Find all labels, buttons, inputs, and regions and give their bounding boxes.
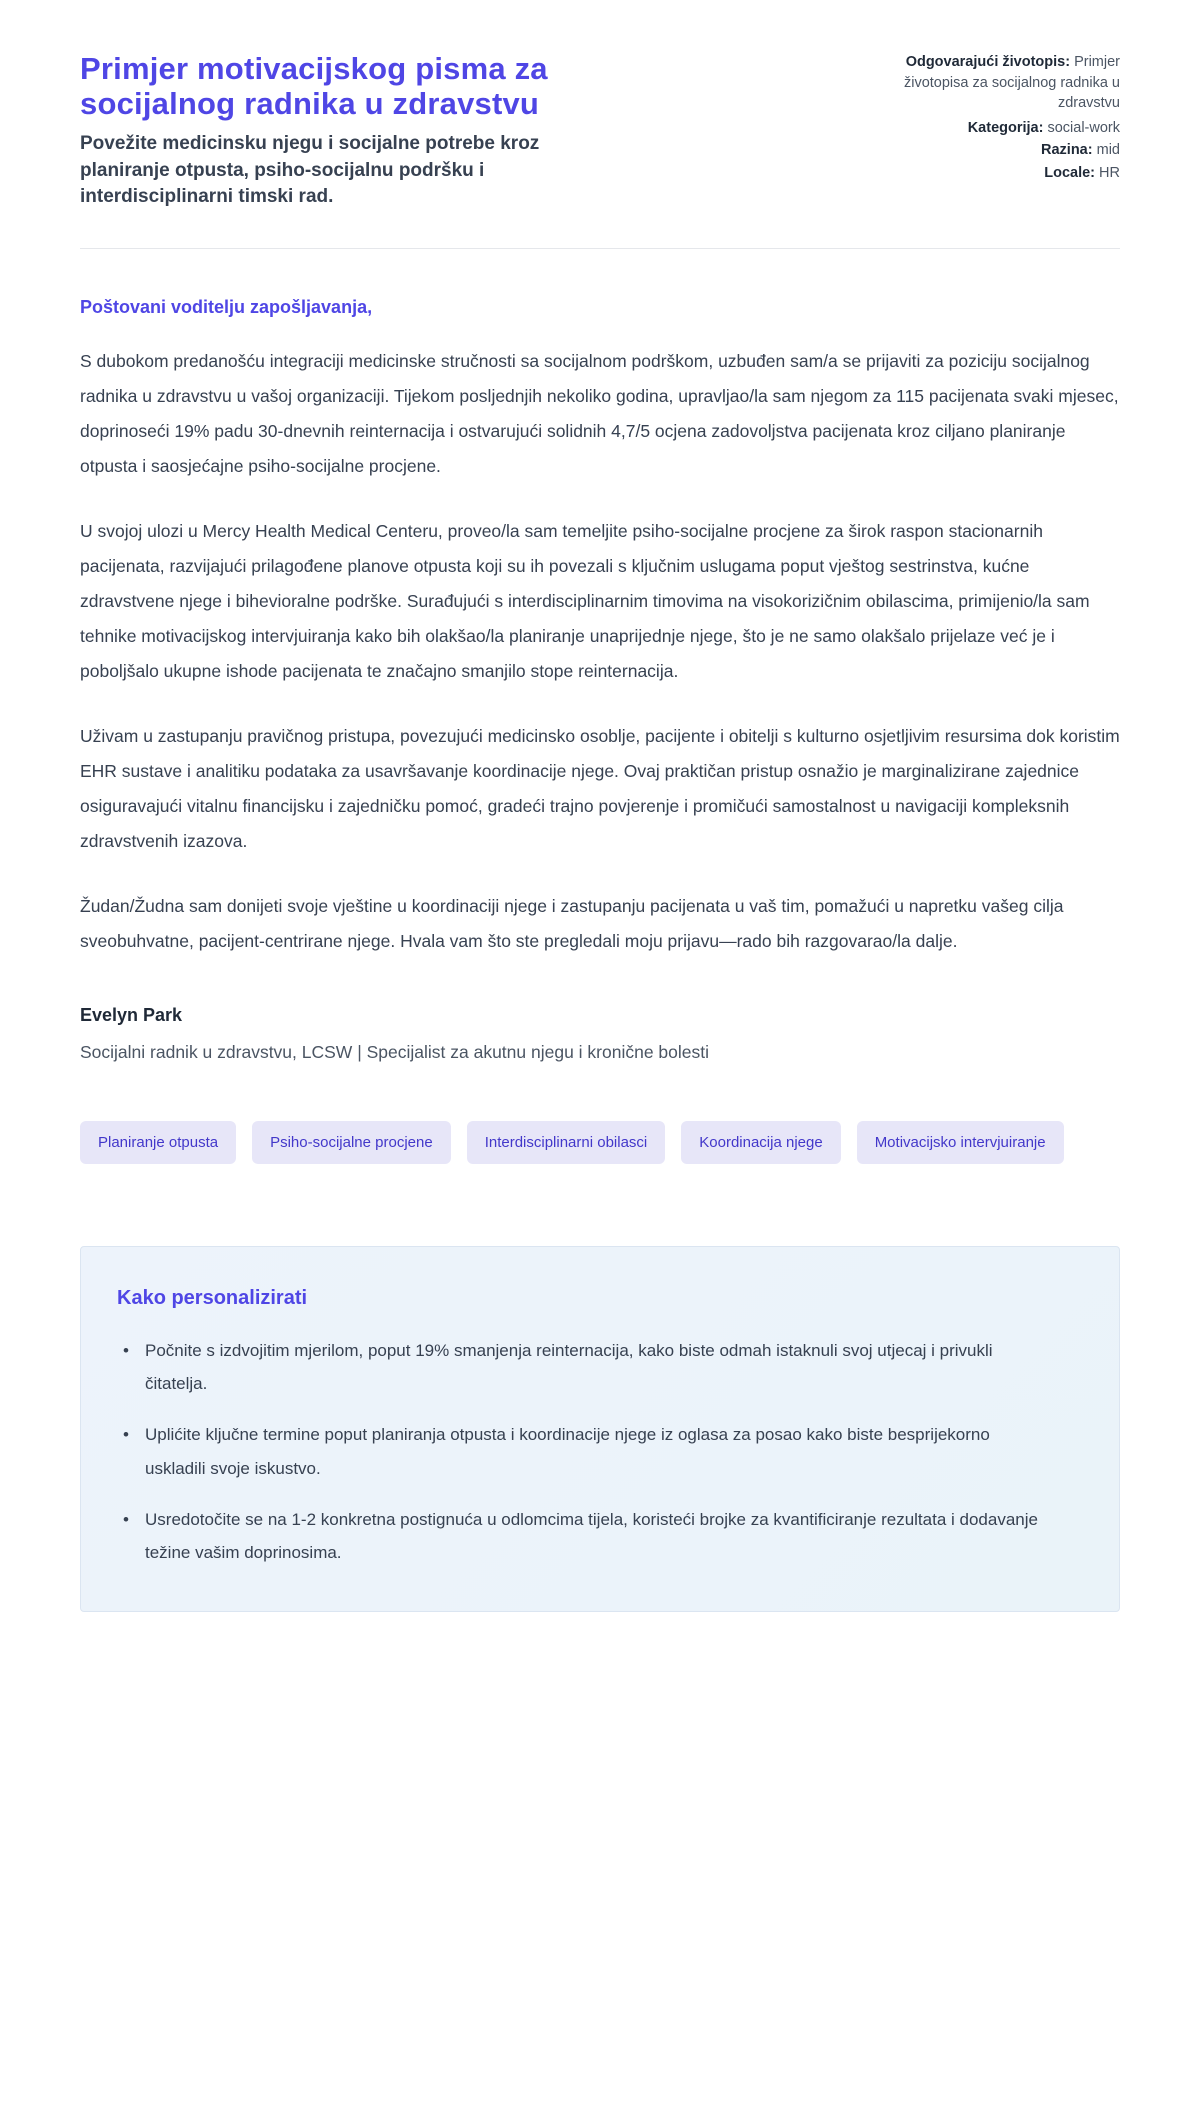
page-title: Primjer motivacijskog pisma za socijalnog radnika u zdravstvu — [80, 51, 548, 121]
letter-body — [80, 297, 1120, 1063]
signature-block — [80, 1005, 1120, 1063]
letter-paragraph: U svojoj ulozi u Mercy Health Medical Centeru, proveo/la sam temeljite psiho-socijalne procjene za širok raspon stacionarnih pacijenata, razvijajući prilagođene planove otpusta koji su ih povezali s ključnim uslugama poput vještog sestrinstva, kućne zdravstvene njege i bihevioralne podrške. Surađujući s interdisciplinarnim timovima na visokorizičnim obilascima, primijenio/la sam tehnike motivacijskog intervjuiranja kako bih olakšao/la planiranje unaprijednje njege, što je ne samo olakšalo prijelaze već je i poboljšalo ukupne ishode pacijenata te značajno smanjilo stope reinternacija. — [80, 521, 1090, 682]
page-subtitle: Povežite medicinsku njegu i socijalne potrebe kroz planiranje otpusta, psiho-socijalnu podršku i interdisciplinarni timski rad. — [80, 133, 540, 207]
meta-matching-resume-label: Odgovarajući životopis: — [905, 54, 1071, 70]
meta-category-label: Kategorija: — [967, 119, 1044, 136]
meta-matching-resume — [850, 52, 1120, 114]
tag-chip: Interdisciplinarni obilasci — [467, 1121, 666, 1164]
meta-locale — [850, 163, 1120, 184]
meta-level-label: Razina: — [1041, 142, 1093, 159]
meta-category-value: social-work — [1047, 119, 1120, 136]
personalization-tips-box — [80, 1246, 1120, 1612]
tip-item: • Počnite s izdvojitim mjerilom, poput 19% smanjenja reinternacija, kako biste odmah istaknuli svoj utjecaj i privukli čitatelja. — [117, 1334, 1047, 1400]
letter-greeting: Poštovani voditelju zapošljavanja, — [80, 297, 373, 318]
tag-chip: Koordinacija njege — [681, 1121, 840, 1164]
meta-block — [850, 52, 1120, 185]
tip-item: • Usredotočite se na 1-2 konkretna postignuća u odlomcima tijela, koristeći brojke za kvantificiranje rezultata i dodavanje težine vašim doprinosima. — [117, 1503, 1047, 1569]
tag-chip: Motivacijsko intervjuiranje — [857, 1121, 1064, 1164]
header-title-block — [80, 52, 620, 210]
meta-level — [850, 140, 1120, 161]
meta-locale-value: HR — [1099, 164, 1120, 181]
meta-locale-label: Locale: — [1044, 164, 1096, 181]
tips-heading: Kako personalizirati — [117, 1287, 308, 1310]
letter-paragraph: Žudan/Žudna sam donijeti svoje vještine u koordinaciji njege i zastupanju pacijenata u vaš tim, pomažući u napretku vašeg cilja sveobuhvatne, pacijent-centrirane njege. Hvala vam što ste pregledali moju prijavu—rado bih razgovarao/la dalje. — [80, 896, 1064, 952]
signature-name: Evelyn Park — [80, 1005, 183, 1026]
letter-paragraph: Uživam u zastupanju pravičnog pristupa, povezujući medicinsko osoblje, pacijente i obitelji s kulturno osjetljivim resursima dok koristim EHR sustave i analitiku podataka za usavršavanje koordinacije njege. Ovaj praktičan pristup osnažio je marginalizirane zajednice osiguravajući vitalnu financijsku i zajedničku pomoć, gradeći trajno povjerenje i promičući samostalnost u navigaciji kompleksnih zdravstvenih izazova. — [80, 726, 1120, 852]
tag-chip: Planiranje otpusta — [80, 1121, 236, 1164]
tips-list — [117, 1334, 1083, 1569]
signature-title: Socijalni radnik u zdravstvu, LCSW | Specijalist za akutnu njegu i kronične bolesti — [80, 1042, 710, 1063]
header-divider — [80, 248, 1120, 249]
tip-item: • Uplićite ključne termine poput planiranja otpusta i koordinacije njege iz oglasa za posao kako biste besprijekorno uskladili svoje iskustvo. — [117, 1418, 1047, 1484]
meta-category — [850, 118, 1120, 139]
tag-list — [80, 1121, 1120, 1164]
meta-level-value: mid — [1096, 142, 1120, 159]
page-header — [80, 52, 1120, 210]
meta-matching-resume-value: Primjer životopisa za socijalnog radnika u zdravstvu — [903, 54, 1120, 112]
letter-paragraph: S dubokom predanošću integraciji medicinske stručnosti sa socijalnom podrškom, uzbuđen sam/a se prijaviti za poziciju socijalnog radnika u zdravstvu u vašoj organizaciji. Tijekom posljednjih nekoliko godina, upravljao/la sam njegom za 115 pacijenata svaki mjesec, doprinoseći 19% padu 30-dnevnih reinternacija i ostvarujući solidnih 4,7/5 ocjena zadovoljstva pacijenata kroz ciljano planiranje otpusta i saosjećajne psiho-socijalne procjene. — [80, 351, 1119, 477]
tag-chip: Psiho-socijalne procjene — [252, 1121, 451, 1164]
